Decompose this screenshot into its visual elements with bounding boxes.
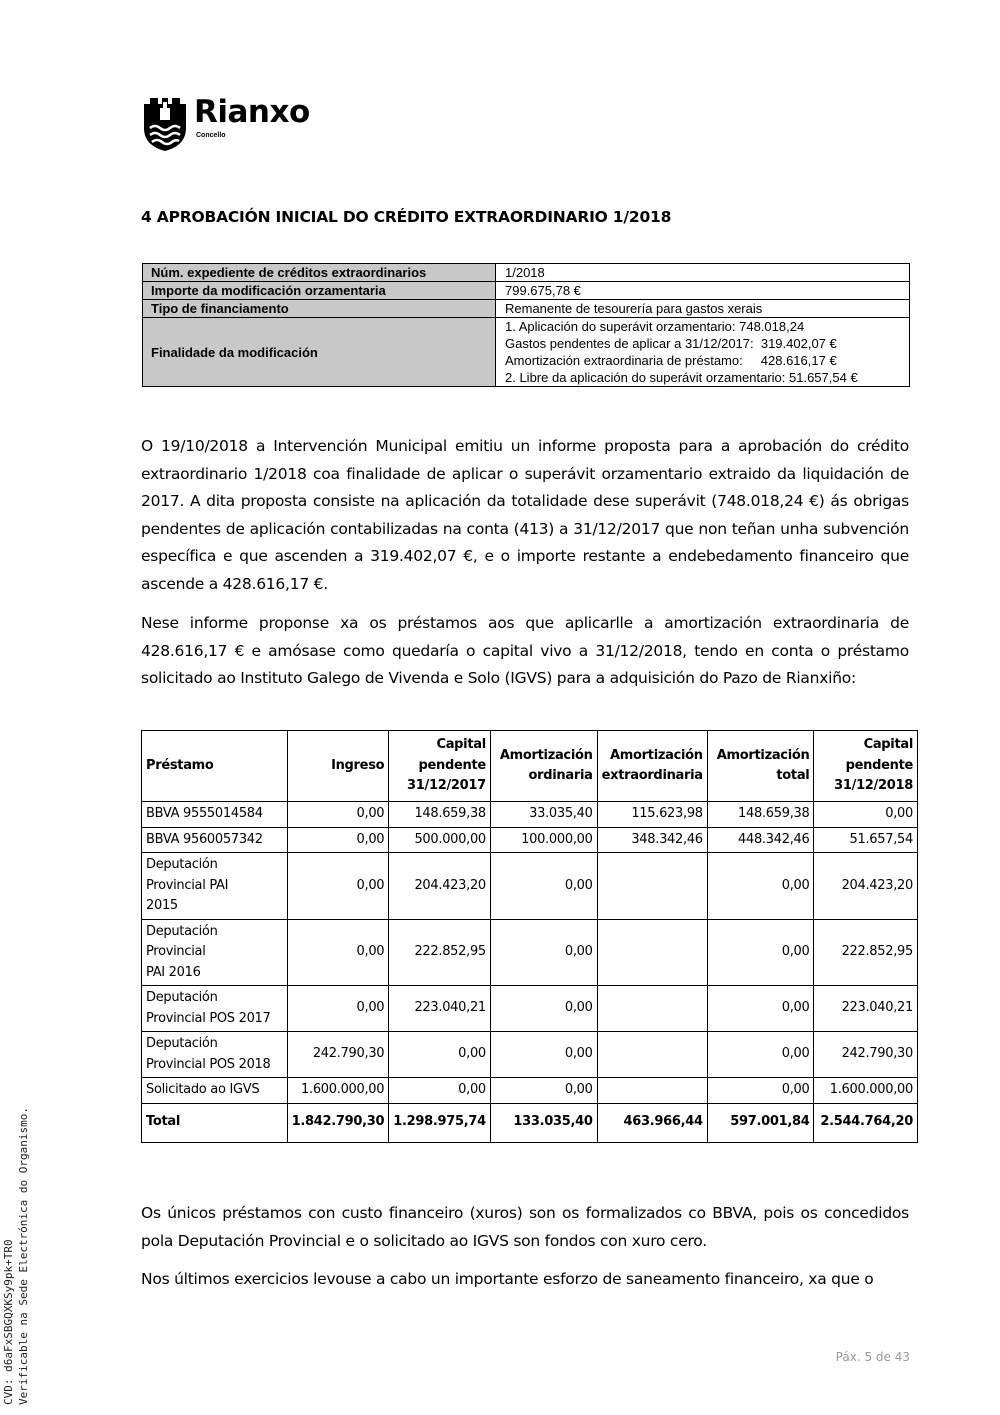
cell-capital-2017: 222.852,95 [389, 919, 491, 986]
cell-capital-2018: 51.657,54 [814, 827, 918, 853]
total-capital-2017: 1.298.975,74 [389, 1103, 491, 1142]
table-row [142, 802, 918, 828]
cell-income: 242.790,30 [287, 1032, 389, 1078]
verification-note: Verificable na Sede Electrónica do Organismo. [17, 1106, 30, 1405]
cell-ordinary: 0,00 [490, 1032, 597, 1078]
cell-capital-2018: 1.600.000,00 [814, 1078, 918, 1104]
paragraph-4: Nos últimos exercicios levouse a cabo un importante esforzo de saneamento financeiro, xa que o [141, 1270, 874, 1288]
cell-income: 0,00 [287, 802, 389, 828]
summary-purpose-value [496, 318, 910, 387]
cell-capital-2018: 222.852,95 [814, 919, 918, 986]
cell-total: 0,00 [707, 919, 814, 986]
table-total-row [142, 1103, 918, 1142]
col-header-loan: Préstamo [142, 731, 288, 802]
total-label: Total [142, 1103, 288, 1142]
page-number: Páx. 5 de 43 [835, 1350, 910, 1364]
cell-ordinary: 0,00 [490, 853, 597, 920]
cell-total: 0,00 [707, 986, 814, 1032]
summary-value: 1/2018 [496, 264, 910, 282]
cell-ordinary: 0,00 [490, 1078, 597, 1104]
cell-capital-2017: 223.040,21 [389, 986, 491, 1032]
loan-name: Deputación Provincial POS 2018 [142, 1032, 288, 1078]
summary-row [143, 282, 910, 300]
paragraph-2: Nese informe proponse xa os préstamos aos que aplicarlle a amortización extraordinaria de 428.616,17 € e amósase como quedaría o capital vivo a 31/12/2018, tendo en conta o préstamo solicitado ao Instituto Galego de Vivenda e Solo (IGVS) para a adquisición do Pazo de Rianxiño: [141, 614, 909, 687]
cell-capital-2018: 0,00 [814, 802, 918, 828]
loans-table [141, 730, 918, 1143]
brand-name: Rianxo [194, 94, 310, 130]
cell-capital-2017: 148.659,38 [389, 802, 491, 828]
cell-total: 0,00 [707, 853, 814, 920]
cell-extraordinary [597, 986, 707, 1032]
purpose-line: 2. Libre da aplicación do superávit orzamentario: 51.657,54 € [505, 370, 858, 385]
table-row [142, 853, 918, 920]
loan-name: Deputación Provincial PAI 2016 [142, 919, 288, 986]
summary-label: Finalidade da modificación [143, 318, 496, 387]
cell-extraordinary [597, 919, 707, 986]
cell-ordinary: 100.000,00 [490, 827, 597, 853]
cell-total: 0,00 [707, 1078, 814, 1104]
cell-extraordinary [597, 1032, 707, 1078]
loan-name: Solicitado ao IGVS [142, 1078, 288, 1104]
cell-capital-2017: 204.423,20 [389, 853, 491, 920]
paragraph-1: O 19/10/2018 a Intervención Municipal emitiu un informe proposta para a aprobación do crédito extraordinario 1/2018 coa finalidade de aplicar o superávit orzamentario extraido da liquidación de 2017. A dita proposta consiste na aplicación da totalidade dese superávit (748.018,24 €) ás obrigas pendentes de aplicación contabilizadas na conta (413) a 31/12/2017 que non teñan unha subvención específica e que ascenden a 319.402,07 €, e o importe restante a endebedamento financeiro que ascende a 428.616,17 €. [141, 437, 909, 593]
cell-extraordinary: 348.342,46 [597, 827, 707, 853]
col-header-extraordinary: Amortización extraordinaria [597, 731, 707, 802]
col-header-total: Amortización total [707, 731, 814, 802]
summary-value: Remanente de tesourería para gastos xerais [496, 300, 910, 318]
cell-capital-2018: 204.423,20 [814, 853, 918, 920]
summary-label: Núm. expediente de créditos extraordinarios [143, 264, 496, 282]
col-header-capital-2018: Capital pendente 31/12/2018 [814, 731, 918, 802]
concello-logo [142, 96, 352, 152]
table-row [142, 827, 918, 853]
total-ordinary: 133.035,40 [490, 1103, 597, 1142]
cell-ordinary: 33.035,40 [490, 802, 597, 828]
col-header-capital-2017: Capital pendente 31/12/2017 [389, 731, 491, 802]
summary-label: Tipo de financiamento [143, 300, 496, 318]
total-capital-2018: 2.544.764,20 [814, 1103, 918, 1142]
cell-total: 148.659,38 [707, 802, 814, 828]
loan-name: BBVA 9555014584 [142, 802, 288, 828]
loan-name: Deputación Provincial PAI 2015 [142, 853, 288, 920]
cell-income: 1.600.000,00 [287, 1078, 389, 1104]
section-heading: 4 APROBACIÓN INICIAL DO CRÉDITO EXTRAORDINARIO 1/2018 [141, 208, 672, 226]
total-extraordinary: 463.966,44 [597, 1103, 707, 1142]
verification-code: CVD: d6aFxSBGQXKSy9pk+TR0 [2, 1239, 15, 1405]
verification-stamp [1, 1107, 31, 1405]
cell-extraordinary [597, 853, 707, 920]
table-row [142, 1032, 918, 1078]
cell-capital-2018: 242.790,30 [814, 1032, 918, 1078]
summary-label: Importe da modificación orzamentaria [143, 282, 496, 300]
col-header-ordinary: Amortización ordinaria [490, 731, 597, 802]
summary-row [143, 264, 910, 282]
rianxo-crest-icon [142, 96, 188, 152]
cell-ordinary: 0,00 [490, 986, 597, 1032]
table-row [142, 986, 918, 1032]
purpose-line: 1. Aplicación do superávit orzamentario: 748.018,24 [505, 319, 805, 334]
summary-value: 799.675,78 € [496, 282, 910, 300]
cell-total: 0,00 [707, 1032, 814, 1078]
cell-income: 0,00 [287, 853, 389, 920]
cell-capital-2017: 0,00 [389, 1032, 491, 1078]
col-header-income: Ingreso [287, 731, 389, 802]
table-row [142, 1078, 918, 1104]
total-income: 1.842.790,30 [287, 1103, 389, 1142]
loan-name: Deputación Provincial POS 2017 [142, 986, 288, 1032]
summary-table [142, 263, 910, 387]
paragraph-3: Os únicos préstamos con custo financeiro (xuros) son os formalizados co BBVA, pois os concedidos pola Deputación Provincial e o solicitado ao IGVS son fondos con xuro cero. [141, 1204, 909, 1250]
cell-extraordinary [597, 1078, 707, 1104]
cell-income: 0,00 [287, 986, 389, 1032]
cell-income: 0,00 [287, 919, 389, 986]
cell-capital-2017: 500.000,00 [389, 827, 491, 853]
total-total: 597.001,84 [707, 1103, 814, 1142]
table-row [142, 919, 918, 986]
summary-row [143, 300, 910, 318]
cell-extraordinary: 115.623,98 [597, 802, 707, 828]
cell-total: 448.342,46 [707, 827, 814, 853]
summary-row [143, 318, 910, 387]
cell-income: 0,00 [287, 827, 389, 853]
purpose-line: Gastos pendentes de aplicar a 31/12/2017: 319.402,07 € [505, 336, 837, 351]
loan-name: BBVA 9560057342 [142, 827, 288, 853]
cell-capital-2018: 223.040,21 [814, 986, 918, 1032]
loans-header-row [142, 731, 918, 802]
brand-subtitle: Concello [196, 132, 226, 139]
cell-ordinary: 0,00 [490, 919, 597, 986]
cell-capital-2017: 0,00 [389, 1078, 491, 1104]
purpose-line: Amortización extraordinaria de préstamo: 428.616,17 € [505, 353, 837, 368]
